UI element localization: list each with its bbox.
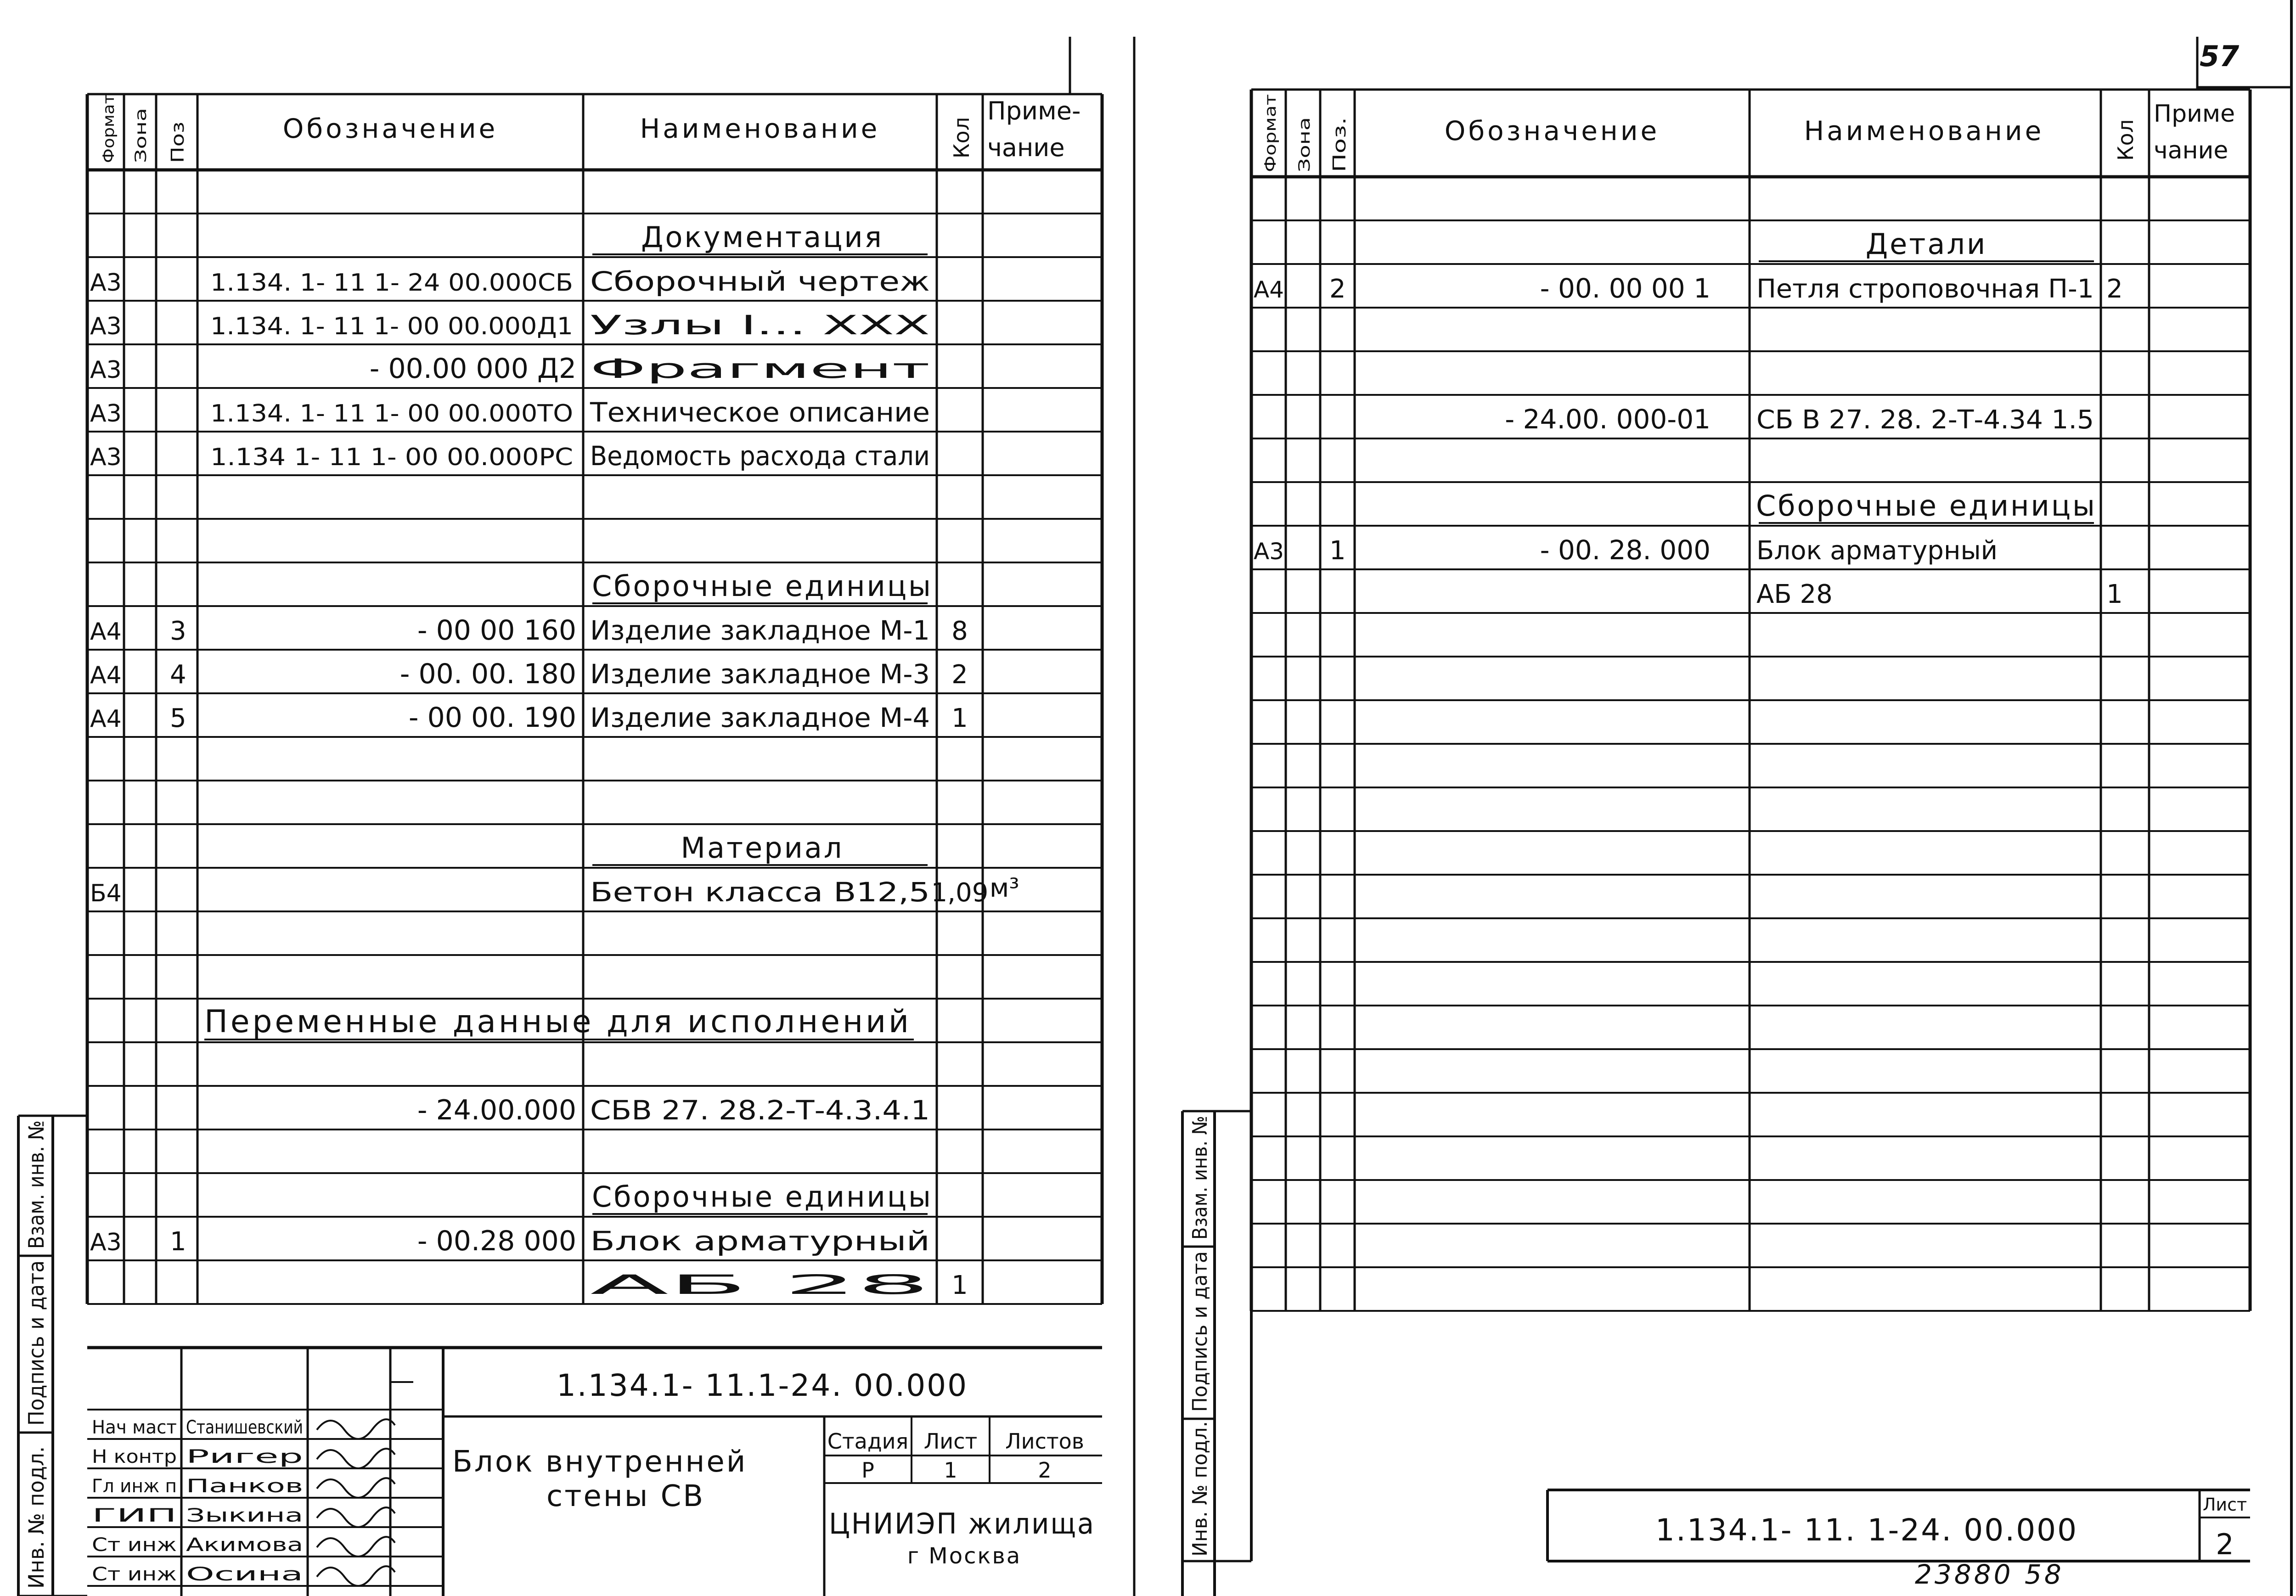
col-header-note-2: чание [2154,137,2228,164]
product-name-line2: стены СВ [546,1479,705,1513]
staff-role: Н контр [92,1446,177,1467]
side-label-replaced-inv: Взам. инв. № [1188,1102,1212,1240]
row-name: Блок арматурный [1756,536,1998,566]
row-designation: - 00.28 000 [417,1225,576,1257]
staff-signature [317,1478,395,1498]
row-quantity: 1,09 [931,878,989,908]
staff-role: ГИП [92,1505,177,1526]
sheet-label: Лист [2202,1495,2247,1515]
row-format: А3 [90,313,122,340]
row-position: 1 [170,1227,186,1257]
row-name: Изделие закладное М-4 [590,702,930,733]
row-name: Узлы I... XXX [590,309,930,341]
row-format: А4 [90,705,122,733]
row-format: А3 [1254,538,1284,565]
row-position: 1 [1329,536,1346,566]
section-heading: Детали [1865,227,1987,261]
section-heading: Сборочные единицы [591,569,933,603]
row-designation: - 00 00. 190 [408,702,576,734]
row-designation: 1.134. 1- 11 1- 00 00.000ТО [210,400,573,427]
row-quantity: 8 [951,616,968,646]
row-quantity: 2 [2106,274,2123,304]
row-quantity: 2 [951,660,968,690]
row-position: 3 [170,616,186,646]
section-heading: Документация [641,220,884,254]
row-designation: 1.134. 1- 11 1- 24 00.000СБ [210,269,573,297]
sheets-label: Листов [1005,1429,1084,1454]
col-header-format: Формат [100,100,118,163]
row-format: А3 [90,269,122,297]
row-quantity: 1 [951,1270,968,1300]
sheet-label: Лист [923,1429,978,1454]
sheet-value: 1 [944,1458,957,1483]
stage-value: Р [861,1458,874,1483]
organization-city: г Москва [907,1543,1022,1569]
row-designation: - 00. 00 00 1 [1540,273,1711,304]
organization-name: ЦНИИЭП жилища [829,1507,1095,1540]
staff-role: Ст инж [92,1534,177,1556]
row-format: А3 [90,444,122,471]
row-name: Изделие закладное М-1 [590,615,930,646]
side-label-signature-date: Подпись и дата [24,1250,49,1426]
row-name: Техническое описание [589,397,930,428]
side-label-inv-no: Инв. № подл. [1188,1417,1212,1557]
row-name: Блок арматурный [590,1225,930,1257]
staff-signature [317,1566,395,1586]
col-header-pos: Поз. [1329,133,1350,172]
row-quantity: 1 [951,703,968,733]
row-quantity: 1 [2106,579,2123,609]
side-label-replaced-inv: Взам. инв. № [24,1105,49,1249]
product-name-line1: Блок внутренней [452,1445,748,1479]
col-header-note-2: чание [987,133,1065,162]
row-name: Ведомость расхода стали [590,440,930,472]
col-header-designation: Обозначение [1444,115,1660,146]
col-header-zone: Зона [1295,133,1314,172]
staff-role: Нач маст [92,1417,177,1438]
row-designation: - 00. 00. 180 [400,658,576,690]
row-position: 5 [170,703,186,733]
col-header-note-1: Приме [2154,100,2235,128]
right-table-grid [1251,0,2291,1596]
staff-role: Гл инж п [92,1476,177,1497]
row-format: А4 [90,662,122,689]
row-designation: - 24.00. 000-01 [1505,404,1711,435]
stage-label: Стадия [827,1429,909,1454]
row-designation: - 00. 28. 000 [1540,534,1711,566]
staff-role: Ст инж [92,1564,177,1585]
section-heading: Материал [681,831,844,865]
row-format: Б4 [90,880,122,907]
title-block-code: 1.134.1- 11.1-24. 00.000 [556,1368,968,1403]
row-designation: 1.134. 1- 11 1- 00 00.000Д1 [210,313,573,340]
col-header-note-1: Приме- [987,96,1081,125]
row-format: А3 [90,356,122,384]
staff-name: Ригер [186,1446,303,1467]
staff-signature [317,1449,395,1468]
row-designation: - 00.00 000 Д2 [369,353,576,385]
row-name: Фрагмент [590,353,930,384]
row-name: АБ 28 [1756,579,1833,609]
col-header-qty: Кол [2113,119,2138,161]
section-heading: Сборочные единицы [1756,489,2097,523]
side-label-signature-date: Подпись и дата [1188,1244,1212,1412]
row-position: 2 [1329,274,1346,304]
staff-signature [317,1419,395,1439]
row-name: СБ В 27. 28. 2-Т-4.34 1.5 [1756,405,2094,435]
row-format: А3 [90,400,122,427]
col-header-zone: Зона [132,124,150,163]
col-header-name: Наименование [1804,115,2044,146]
title-block-code: 1.134.1- 11. 1-24. 00.000 [1655,1512,2078,1548]
row-note: м³ [990,873,1019,903]
row-name: Бетон класса В12,5 [590,877,930,908]
staff-name: Панков [186,1476,303,1497]
col-header-name: Наименование [640,113,880,144]
staff-name: Станишевский [186,1417,303,1438]
col-header-designation: Обозначение [282,113,498,144]
section-heading: Сборочные единицы [591,1180,933,1214]
variable-data-heading: Переменные данные для исполнений [204,1004,912,1040]
row-format: А4 [1254,276,1284,303]
staff-signature [317,1537,395,1557]
staff-name: Зыкина [186,1505,303,1526]
staff-name: Акимова [186,1534,303,1556]
footer-note: 23880 58 [1915,1559,2064,1590]
col-header-pos: Поз [168,129,188,163]
row-designation: 1.134 1- 11 1- 00 00.000РС [210,444,573,471]
sheets-value: 2 [1038,1458,1052,1483]
col-header-format: Формат [1261,109,1280,172]
staff-signature [317,1507,395,1527]
row-position: 4 [170,660,186,690]
col-header-qty: Кол [949,117,974,159]
page-number: 57 [2200,39,2240,73]
row-name: Сборочный чертеж [590,266,930,297]
row-designation: - 00 00 160 [417,614,576,646]
row-name: АБ 28 [590,1269,930,1300]
sheet-value: 2 [2216,1528,2234,1561]
row-name: СБВ 27. 28.2-Т-4.3.4.1 [590,1095,930,1126]
row-format: А3 [90,1229,122,1256]
row-name: Изделие закладное М-3 [590,658,930,690]
row-name: Петля строповочная П-1 [1756,274,2094,304]
left-table-text [90,94,1080,1300]
row-format: А4 [90,618,122,646]
row-designation: - 24.00.000 [417,1094,576,1126]
side-label-inv-no: Инв. № подл. [24,1443,49,1589]
staff-name: Осина [186,1564,303,1585]
